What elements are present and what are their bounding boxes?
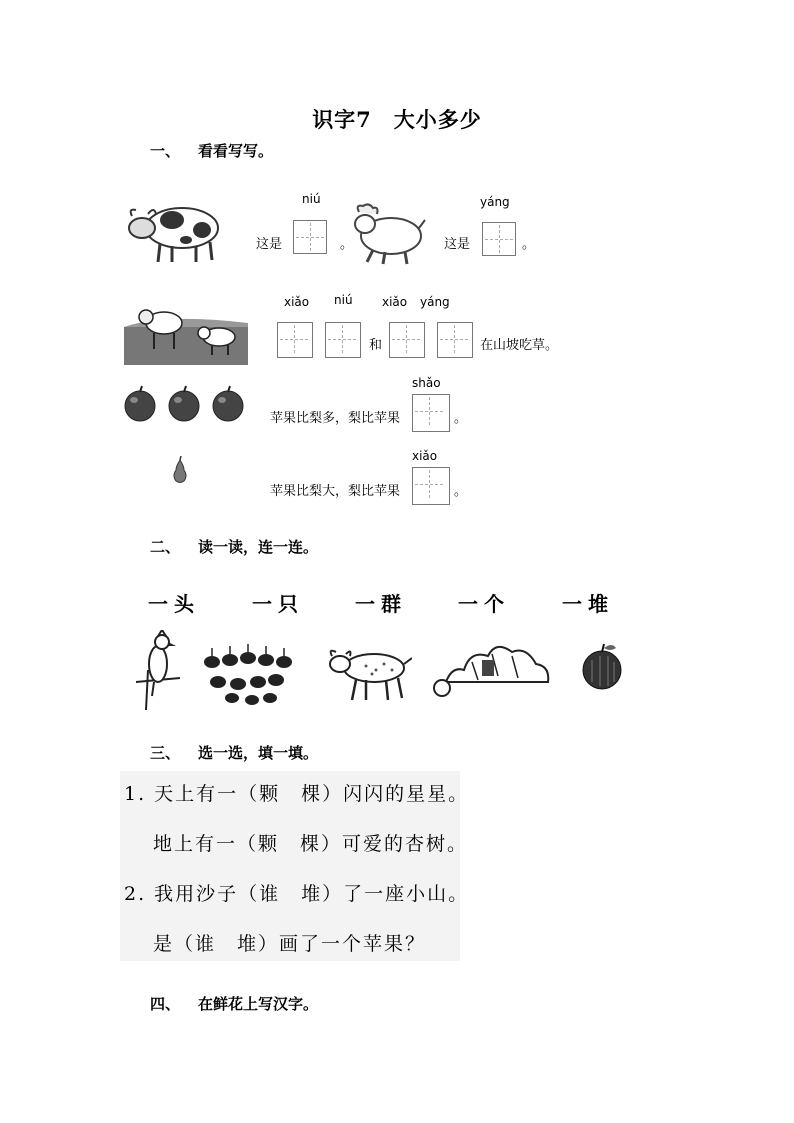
section-3-heading (150, 742, 318, 763)
pinyin-shao: shǎo (412, 376, 441, 390)
period-3: 。 (454, 411, 468, 426)
pinyin-yang-2: yáng (420, 295, 450, 309)
writing-box-niu[interactable] (293, 220, 327, 254)
measure-yiqun: 一群 (355, 592, 407, 616)
exercise-line-4: 是（谁 堆）画了一个苹果？ (153, 933, 427, 955)
section-2-title: 读一读，连一连。 (198, 538, 319, 556)
sheep-illustration (345, 202, 427, 266)
writing-box-shao[interactable] (412, 394, 450, 432)
exercise-line-1: 1. 天上有一（颗 棵）闪闪的星星。 (124, 783, 470, 805)
writing-box-yang-2[interactable] (437, 322, 473, 358)
flock-illustration[interactable] (196, 640, 300, 706)
period-4: 。 (454, 484, 468, 499)
he-label: 和 (369, 338, 383, 353)
hillside-sentence-tail: 在山坡吃草。 (480, 338, 559, 353)
section-2-heading (150, 536, 318, 557)
cow-illustration (124, 192, 228, 266)
pinyin-yang: yáng (480, 195, 510, 209)
zheshi-label-1: 这是 (256, 237, 283, 252)
section-1-number: 一、 (150, 142, 181, 160)
pear-illustration (170, 456, 190, 484)
zheshi-label-2: 这是 (444, 237, 471, 252)
exercise-line-2: 地上有一（颗 棵）可爱的杏树。 (153, 833, 469, 855)
page-title: 识字7 大小多少 (312, 107, 482, 132)
section-1-heading (150, 140, 273, 161)
writing-box-yang[interactable] (482, 222, 516, 256)
pinyin-xiao-2: xiǎo (382, 295, 408, 309)
measure-yidui: 一堆 (562, 592, 614, 616)
section-4-heading (150, 993, 318, 1014)
measure-yitou: 一头 (148, 592, 200, 616)
writing-box-xiao-3[interactable] (412, 467, 450, 505)
section-1-title: 看看写写。 (198, 142, 274, 160)
pile-illustration[interactable] (432, 636, 556, 698)
measure-yizhi: 一只 (252, 592, 304, 616)
section-3-title: 选一选，填一填。 (198, 744, 319, 762)
bird-illustration[interactable] (132, 630, 184, 712)
exercise-line-3: 2. 我用沙子（谁 堆）了一座小山。 (124, 883, 470, 905)
pinyin-niu-2: niú (334, 293, 353, 307)
apple-sentence-2: 苹果比梨大，梨比苹果 (270, 484, 401, 499)
writing-box-xiao-2[interactable] (389, 322, 425, 358)
pinyin-xiao-1: xiǎo (284, 295, 310, 309)
writing-box-niu-2[interactable] (325, 322, 361, 358)
apple-sentence-1: 苹果比梨多，梨比苹果 (270, 411, 401, 426)
apples-illustration (122, 384, 246, 424)
ox-illustration[interactable] (326, 644, 412, 702)
pinyin-xiao-3: xiǎo (412, 449, 438, 463)
section-4-number: 四、 (150, 995, 181, 1013)
section-2-number: 二、 (150, 538, 181, 556)
writing-box-xiao-1[interactable] (277, 322, 313, 358)
pinyin-niu: niú (302, 192, 321, 206)
section-4-title: 在鲜花上写汉字。 (198, 995, 319, 1013)
apple-single-illustration[interactable] (580, 642, 624, 692)
section-3-number: 三、 (150, 744, 181, 762)
period-1: 。 (340, 237, 354, 252)
period-2: 。 (522, 237, 536, 252)
hillside-illustration (124, 293, 248, 365)
measure-yige: 一个 (458, 592, 510, 616)
